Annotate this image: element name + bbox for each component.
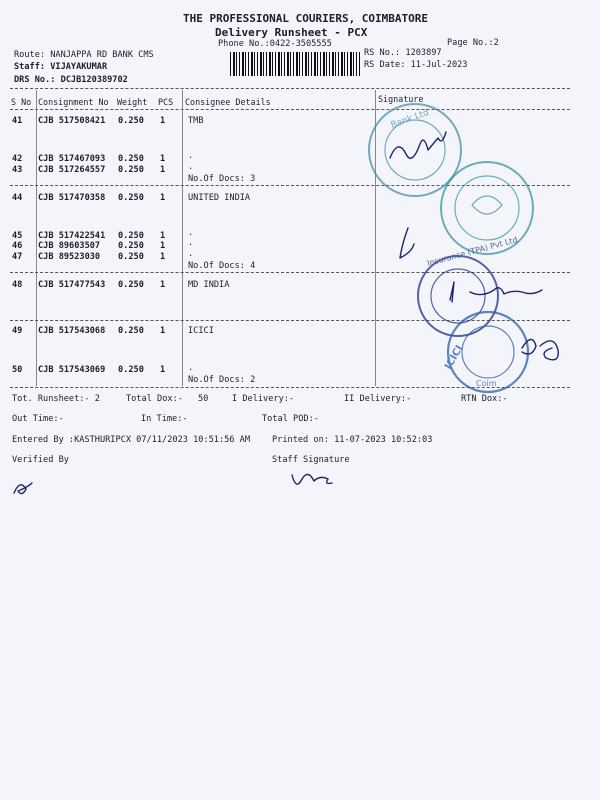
divider	[10, 88, 570, 89]
row-weight: 0.250	[118, 231, 144, 241]
row-sno: 43	[12, 165, 23, 175]
stamp-text: Coim	[476, 379, 497, 388]
page-number: Page No.:2	[447, 38, 499, 48]
stamps-and-signatures	[350, 100, 590, 400]
teal-stamp	[441, 162, 533, 254]
rs-number: RS No.: 1203897	[364, 48, 442, 58]
row-consignment: CJB 89603507	[38, 241, 101, 251]
docs-count: No.Of Docs: 4	[188, 261, 256, 271]
row-weight: 0.250	[118, 154, 144, 164]
total-pod: Total POD:-	[262, 414, 319, 424]
col-header-weight: Weight	[117, 97, 148, 107]
i-delivery: I Delivery:-	[232, 394, 295, 404]
row-pcs: 1	[160, 280, 166, 290]
row-weight: 0.250	[118, 193, 144, 203]
row-consignee: ICICI	[188, 326, 214, 336]
row-pcs: 1	[160, 365, 166, 375]
column-separator	[36, 90, 37, 386]
row-consignee: .	[188, 228, 194, 238]
row-pcs: 1	[160, 252, 166, 262]
row-weight: 0.250	[118, 365, 144, 375]
col-header-pcs: PCS	[158, 97, 174, 107]
row-consignee: UNITED INDIA	[188, 193, 251, 203]
row-sno: 45	[12, 231, 23, 241]
row-weight: 0.250	[118, 116, 144, 126]
row-consignee: TMB	[188, 116, 204, 126]
row-consignment: CJB 517477543	[38, 280, 106, 290]
row-sno: 47	[12, 252, 23, 262]
document-title: Delivery Runsheet - PCX	[215, 26, 368, 39]
row-consignment: CJB 517543069	[38, 365, 106, 375]
row-sno: 42	[12, 154, 23, 164]
docs-count: No.Of Docs: 3	[188, 174, 256, 184]
row-consignment: CJB 517422541	[38, 231, 106, 241]
rs-date: RS Date: 11-Jul-2023	[364, 60, 468, 70]
printed-on: Printed on: 11-07-2023 10:52:03	[272, 435, 433, 445]
docs-count: No.Of Docs: 2	[188, 375, 256, 385]
bank-stamp	[369, 104, 461, 196]
row-consignment: CJB 517508421	[38, 116, 106, 126]
out-time: Out Time:-	[12, 414, 64, 424]
row-pcs: 1	[160, 154, 166, 164]
staff-label: Staff: VIJAYAKUMAR	[14, 62, 108, 72]
stamp-text: Bank Ltd	[389, 107, 431, 131]
row-consignment: CJB 517470358	[38, 193, 106, 203]
row-weight: 0.250	[118, 280, 144, 290]
col-header-sno: S No	[11, 97, 32, 107]
company-name: THE PROFESSIONAL COURIERS, COIMBATORE	[183, 12, 429, 25]
row-consignment: CJB 517467093	[38, 154, 106, 164]
route-label: Route: NANJAPPA RD BANK CMS	[14, 50, 154, 60]
row-consignment: CJB 517264557	[38, 165, 106, 175]
in-time: In Time:-	[141, 414, 188, 424]
row-consignee: .	[188, 238, 194, 248]
row-sno: 49	[12, 326, 23, 336]
barcode	[230, 52, 360, 76]
col-header-consignee: Consignee Details	[185, 97, 271, 107]
row-consignee: .	[188, 363, 194, 373]
row-consignee: .	[188, 162, 194, 172]
verified-by-label: Verified By	[12, 455, 69, 465]
row-pcs: 1	[160, 193, 166, 203]
row-consignee: .	[188, 249, 194, 259]
row-sno: 46	[12, 241, 23, 251]
row-pcs: 1	[160, 241, 166, 251]
col-header-consignment: Consignment No	[38, 97, 109, 107]
row-sno: 41	[12, 116, 23, 126]
drs-number: DRS No.: DCJB120389702	[14, 75, 128, 85]
staff-signature-label: Staff Signature	[272, 455, 350, 465]
row-pcs: 1	[160, 326, 166, 336]
column-separator	[182, 90, 183, 386]
row-weight: 0.250	[118, 326, 144, 336]
row-consignment: CJB 89523030	[38, 252, 101, 262]
row-consignment: CJB 517543068	[38, 326, 106, 336]
total-dox-value: 50	[198, 394, 209, 404]
rtn-dox: RTN Dox:-	[461, 394, 508, 404]
tot-runsheet: Tot. Runsheet:- 2	[12, 394, 100, 404]
col-header-signature: Signature	[378, 94, 424, 104]
row-pcs: 1	[160, 165, 166, 175]
row-sno: 48	[12, 280, 23, 290]
row-weight: 0.250	[118, 241, 144, 251]
row-weight: 0.250	[118, 252, 144, 262]
stamp-text: ICICI	[443, 343, 466, 372]
row-consignee: MD INDIA	[188, 280, 230, 290]
row-pcs: 1	[160, 116, 166, 126]
stamp-text: Insurance (TPA) Pvt Ltd	[426, 235, 519, 268]
handwritten-signatures	[14, 474, 332, 493]
row-sno: 44	[12, 193, 23, 203]
phone-number: Phone No.:0422-3505555	[218, 39, 332, 49]
ii-delivery: II Delivery:-	[344, 394, 412, 404]
total-dox-label: Total Dox:-	[126, 394, 183, 404]
row-weight: 0.250	[118, 165, 144, 175]
footer-signatures	[6, 465, 366, 505]
row-sno: 50	[12, 365, 23, 375]
row-pcs: 1	[160, 231, 166, 241]
row-consignee: .	[188, 151, 194, 161]
entered-by: Entered By :KASTHURIPCX 07/11/2023 10:51:56 AM	[12, 435, 250, 445]
